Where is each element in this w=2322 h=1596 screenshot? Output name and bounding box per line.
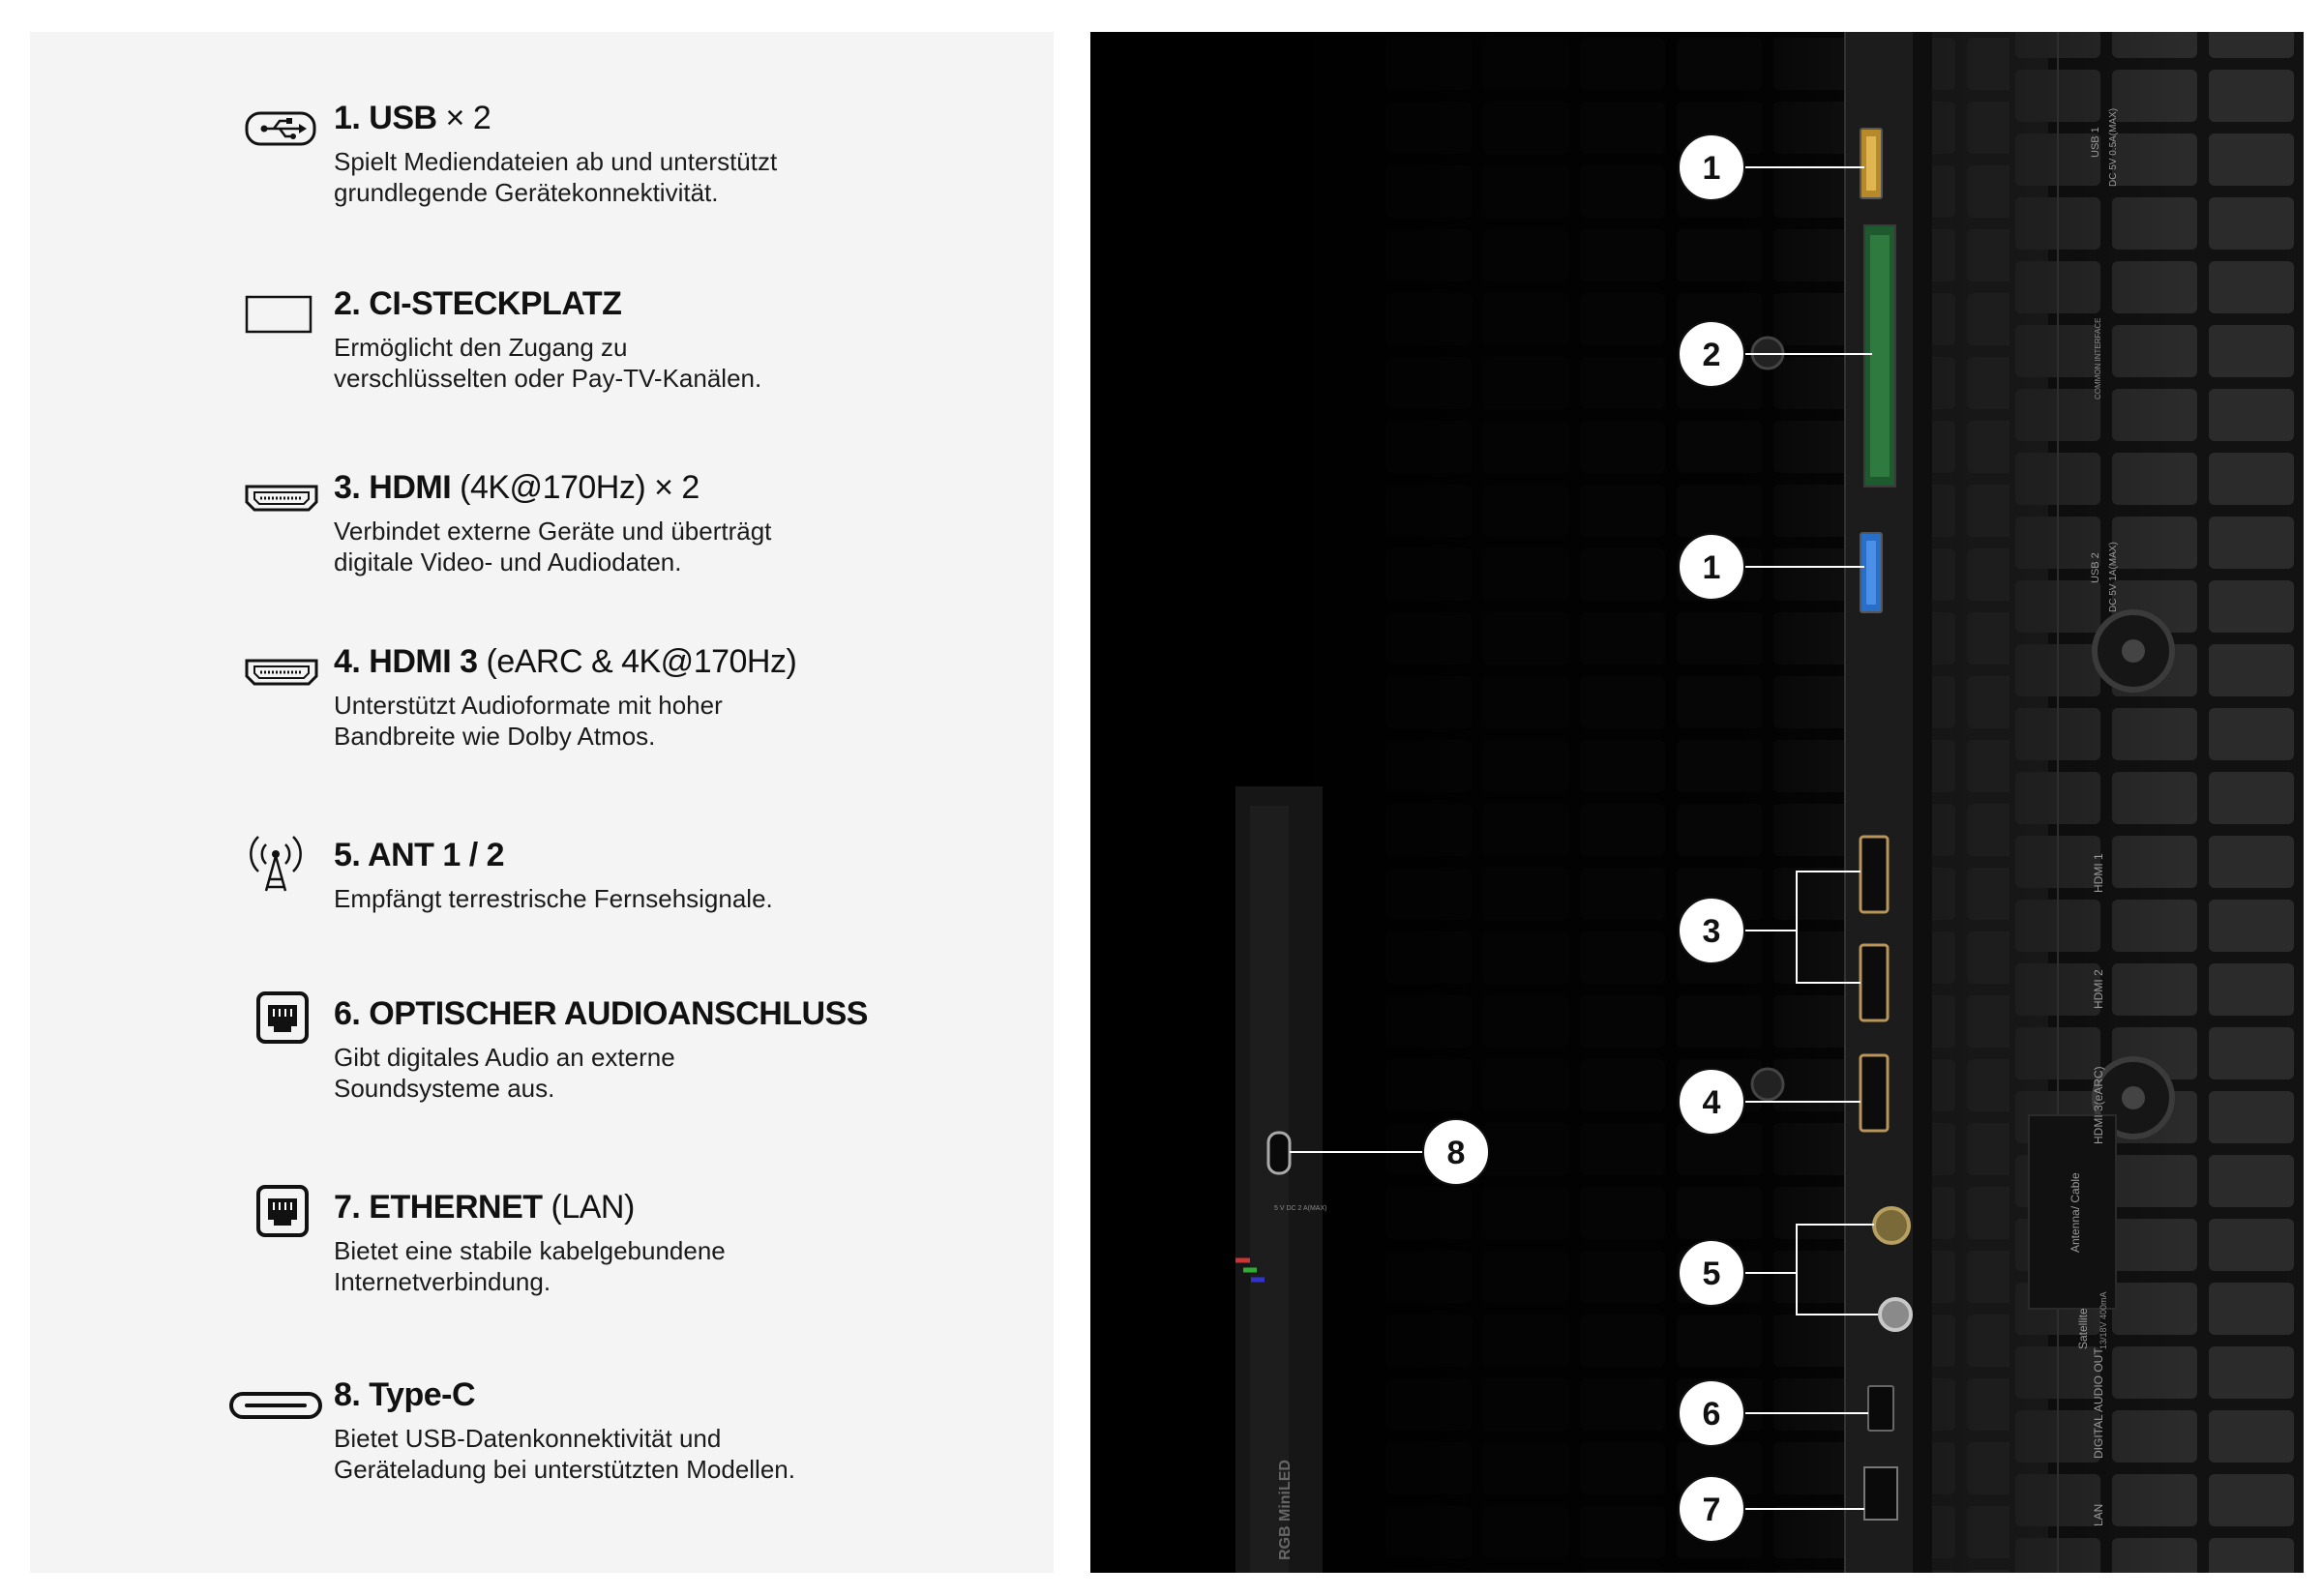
label-satellite-spec: 13/18V 400mA bbox=[2099, 1291, 2108, 1349]
hdmi-port-1 bbox=[1861, 837, 1888, 912]
label-antenna: Antenna/ Cable bbox=[2069, 1172, 2082, 1253]
antenna-icon bbox=[243, 825, 320, 883]
feature-antenna-title: 5. ANT 1 / 2 bbox=[334, 837, 505, 873]
type-c-icon bbox=[227, 1376, 324, 1434]
svg-text:3: 3 bbox=[1702, 913, 1721, 950]
hdmi-icon bbox=[243, 469, 320, 527]
svg-text:6: 6 bbox=[1702, 1396, 1721, 1433]
label-usb1: USB 1 bbox=[2090, 127, 2101, 158]
callout-5 bbox=[1679, 1240, 1744, 1306]
feature-ethernet-desc: Bietet eine stabile kabelgebundene Internetverbindung. bbox=[334, 1236, 726, 1296]
callout-1-top bbox=[1679, 134, 1744, 200]
feature-type-c-desc: Bietet USB-Datenkonnektivität und Geräteladung bei unterstützten Modellen. bbox=[334, 1424, 795, 1484]
svg-text:7: 7 bbox=[1702, 1492, 1721, 1528]
svg-text:2: 2 bbox=[1702, 337, 1721, 373]
feature-hdmi-desc: Verbindet externe Geräte und überträgt digitale Video- und Audiodaten. bbox=[334, 517, 772, 576]
satellite-connector bbox=[1880, 1299, 1911, 1330]
hdmi-icon bbox=[243, 643, 320, 701]
feature-ethernet-title: 7. ETHERNET (LAN) bbox=[334, 1189, 635, 1226]
label-common-interface: COMMON INTERFACE bbox=[2094, 317, 2102, 399]
label-satellite: Satellite bbox=[2076, 1308, 2090, 1349]
ci-slot-icon bbox=[243, 285, 320, 343]
label-hdmi1: HDMI 1 bbox=[2092, 853, 2105, 893]
feature-type-c-title: 8. Type-C bbox=[334, 1376, 476, 1413]
label-usb2-spec: DC 5V 1A(MAX) bbox=[2108, 542, 2119, 612]
svg-text:1: 1 bbox=[1702, 549, 1721, 586]
svg-text:4: 4 bbox=[1702, 1084, 1721, 1121]
callout-3 bbox=[1679, 898, 1744, 963]
hdmi-port-3 bbox=[1861, 1055, 1888, 1131]
feature-hdmi-earc-desc: Unterstützt Audioformate mit hoher Bandbreite wie Dolby Atmos. bbox=[334, 691, 723, 751]
callout-2 bbox=[1679, 321, 1744, 387]
label-hdmi2: HDMI 2 bbox=[2092, 969, 2105, 1009]
label-lan: LAN bbox=[2092, 1503, 2105, 1526]
label-usb2: USB 2 bbox=[2090, 552, 2101, 583]
hdmi-port-2 bbox=[1861, 945, 1888, 1020]
feature-optical-desc: Gibt digitales Audio an externe Soundsysteme aus. bbox=[334, 1043, 675, 1103]
feature-hdmi-title: 3. HDMI (4K@170Hz) × 2 bbox=[334, 469, 700, 506]
callout-8 bbox=[1423, 1119, 1489, 1185]
feature-ci-desc: Ermöglicht den Zugang zu verschlüsselten oder Pay-TV-Kanälen. bbox=[334, 333, 762, 393]
label-typec-spec: 5 V DC 2 A(MAX) bbox=[1274, 1205, 1327, 1212]
callout-6 bbox=[1679, 1380, 1744, 1446]
ethernet-icon bbox=[243, 1183, 320, 1241]
feature-optical-title: 6. OPTISCHER AUDIOANSCHLUSS bbox=[334, 995, 868, 1032]
optical-audio-icon bbox=[243, 990, 320, 1048]
label-usb1-spec: DC 5V 0.5A(MAX) bbox=[2108, 107, 2119, 187]
usb-icon bbox=[243, 100, 320, 158]
type-c-port bbox=[1268, 1133, 1290, 1173]
feature-hdmi-earc-title: 4. HDMI 3 (eARC & 4K@170Hz) bbox=[334, 643, 797, 680]
feature-ci-title: 2. CI-STECKPLATZ bbox=[334, 285, 622, 322]
svg-text:5: 5 bbox=[1702, 1256, 1721, 1292]
screw bbox=[1752, 1069, 1783, 1100]
feature-antenna-desc: Empfängt terrestrische Fernsehsignale. bbox=[334, 884, 773, 913]
feature-list-panel bbox=[30, 32, 1054, 1573]
svg-text:1: 1 bbox=[1702, 150, 1721, 187]
lan-port bbox=[1864, 1467, 1897, 1520]
callout-7 bbox=[1679, 1476, 1744, 1542]
antenna-connector bbox=[1874, 1208, 1909, 1243]
label-brand: RGB MiniLED bbox=[1277, 1460, 1294, 1560]
label-digital-audio: DIGITAL AUDIO OUT bbox=[2092, 1347, 2105, 1459]
svg-text:8: 8 bbox=[1446, 1135, 1466, 1171]
label-hdmi3: HDMI 3(eARC) bbox=[2092, 1066, 2105, 1144]
tv-back-illustration bbox=[1090, 32, 2304, 1573]
feature-usb-desc: Spielt Mediendateien ab und unterstützt grundlegende Gerätekonnektivität. bbox=[334, 147, 778, 207]
optical-port bbox=[1868, 1386, 1893, 1431]
feature-usb-title: 1. USB × 2 bbox=[334, 100, 491, 136]
callout-1-bottom bbox=[1679, 534, 1744, 600]
callout-4 bbox=[1679, 1069, 1744, 1135]
